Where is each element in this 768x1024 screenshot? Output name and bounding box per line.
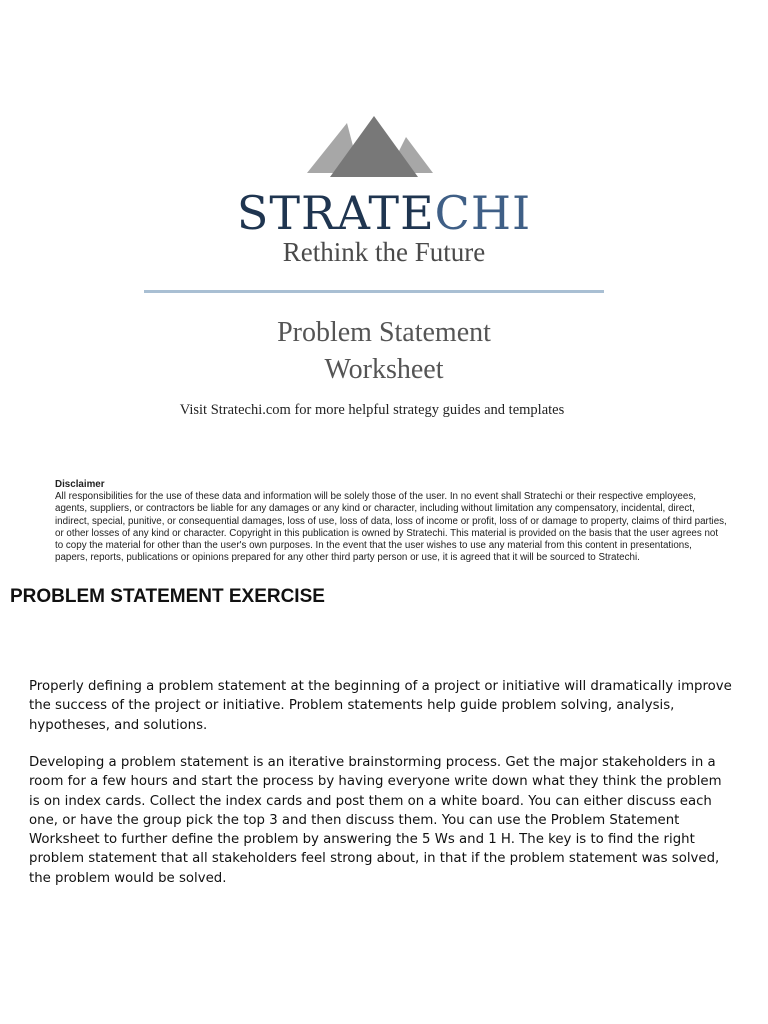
- brand-name-part2: CHI: [434, 186, 532, 240]
- section-heading: PROBLEM STATEMENT EXERCISE: [10, 586, 325, 607]
- brand-name: [0, 183, 768, 243]
- disclaimer: [55, 479, 727, 564]
- mountain-logo-icon: [300, 113, 440, 179]
- brand-name-part1: STRATE: [236, 186, 435, 240]
- disclaimer-body: All responsibilities for the use of these data and information will be solely those of the user. In no event shall Stratechi or their respective employees, agents, suppliers, or contractors be liable for any damages or any kind or character, including without limitation any compensatory, incidental, direct, indirect, special, punitive, or consequential damages, loss of use, loss of data, loss of income or profit, loss of or damage to property, claims of third parties, or other losses of any kind or character. Copyright in this publication is owned by Stratechi. This material is provided on the basis that the user agrees not to copy the material for other than the user's own purposes. In the event that the user wishes to use any material from this content in presentations, papers, reports, publications or opinions prepared for any other third party person or use, it is agreed that it will be sourced to Stratechi.: [55, 491, 727, 564]
- document-title: [0, 314, 768, 388]
- disclaimer-heading: Disclaimer: [55, 479, 105, 490]
- paragraph-1: Properly defining a problem statement at the beginning of a project or initiative will dramatically improve the success of the project or initiative. Problem statements help guide problem solving, analysis, hypotheses, and solutions.: [29, 679, 732, 733]
- paragraph-2: Developing a problem statement is an iterative brainstorming process. Get the major stakeholders in a room for a few hours and start the process by having everyone write down what they think the problem is on index cards. Collect the index cards and post them on a white board. You can either discuss each one, or have the group pick the top 3 and then discuss them. You can use the Problem Statement Worksheet to further define the problem by answering the 5 Ws and 1 H. The key is to find the right problem statement that all stakeholders feel strong about, in that if the problem statement was solved, the problem would be solved.: [29, 755, 722, 886]
- document-title-line2: Worksheet: [324, 354, 444, 385]
- tagline: Rethink the Future: [282, 237, 486, 267]
- visit-text: Visit Stratechi.com for more helpful strategy guides and templates: [179, 402, 565, 418]
- document-title-line1: Problem Statement: [277, 317, 491, 348]
- divider: [144, 290, 604, 293]
